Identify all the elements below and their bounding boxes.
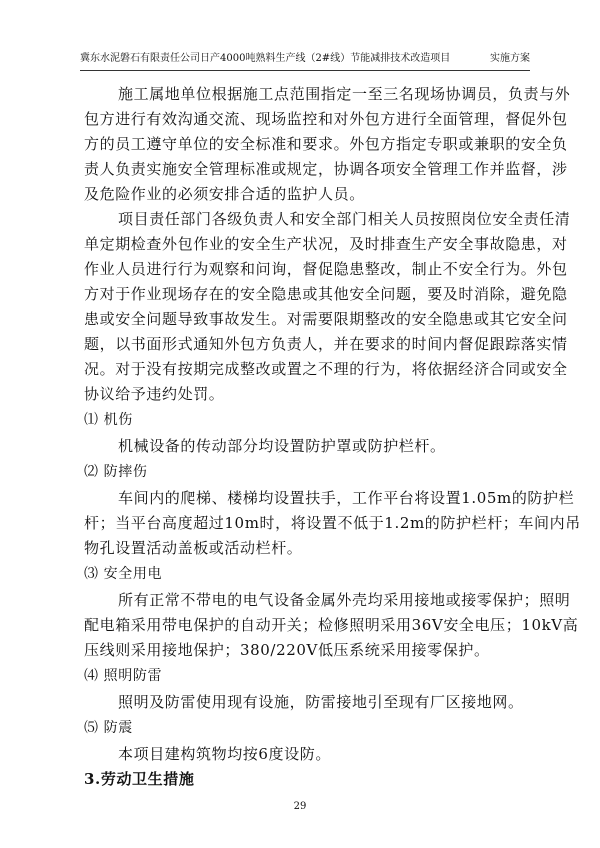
paragraph-line: 配电箱采用带电保护的自动开关；检修照明采用36V安全电压；10kV高 [84,616,579,634]
header-doc-type: 实施方案 [490,53,530,64]
paragraph-line: 压线则采用接地保护；380/220V低压系统采用接零保护。 [84,641,490,659]
subheading-fall-protection: ⑵ 防摔伤 [84,464,148,480]
paragraph-line: 方对于作业现场存在的安全隐患或其他安全问题，要及时消除，避免隐 [84,285,568,303]
subheading-lightning-protection: ⑷ 照明防雷 [84,668,163,684]
subheading-seismic: ⑸ 防震 [84,720,133,736]
paragraph-line: 杆；当平台高度超过10m时，将设置不低于1.2m的防护栏杆；车间内吊 [84,514,581,532]
paragraph-line: 单定期检查外包作业的安全生产状况，及时排查生产安全事故隐患，对 [84,235,568,253]
paragraph-line: 本项目建构筑物均按6度设防。 [118,745,331,763]
header-rule [80,70,530,71]
page-number: 29 [293,801,307,812]
paragraph-line: 机械设备的传动部分均设置防护罩或防护栏杆。 [118,437,446,455]
paragraph-line: 项目责任部门各级负责人和安全部门相关人员按照岗位安全责任清 [118,210,571,228]
paragraph-line: 责人负责实施安全管理标准或规定，协调各项安全管理工作并监督，涉 [84,160,568,178]
paragraph-line: 协议给予违约处罚。 [84,385,225,403]
paragraph-line: 题，以书面形式通知外包方负责人，并在要求的时间内督促跟踪落实情 [84,335,568,353]
paragraph-line: 物孔设置活动盖板或活动栏杆。 [84,539,303,557]
paragraph-line: 车间内的爬梯、楼梯均设置扶手，工作平台将设置1.05m的防护栏 [118,489,575,507]
page-header [80,50,530,68]
subheading-mechanical-injury: ⑴ 机伤 [84,412,133,428]
paragraph-line: 方的员工遵守单位的安全标准和要求。外包方指定专职或兼职的安全负 [84,135,568,153]
paragraph-line: 施工属地单位根据施工点范围指定一至三名现场协调员，负责与外 [118,85,571,103]
paragraph-line: 作业人员进行行为观察和问询，督促隐患整改，制止不安全行为。外包 [84,260,568,278]
paragraph-line: 所有正常不带电的电气设备金属外壳均采用接地或接零保护；照明 [118,591,571,609]
subheading-electrical-safety: ⑶ 安全用电 [84,566,163,582]
paragraph-line: 照明及防雷使用现有设施，防雷接地引至现有厂区接地网。 [118,693,524,711]
paragraph-line: 况。对于没有按期完成整改或置之不理的行为，将依据经济合同或安全 [84,360,568,378]
paragraph-line: 包方进行有效沟通交流、现场监控和对外包方进行全面管理，督促外包 [84,110,568,128]
section-heading-labor-hygiene: 3.劳动卫生措施 [84,770,195,788]
paragraph-line: 患或安全问题导致事故发生。对需要限期整改的安全隐患或其它安全问 [84,310,568,328]
header-project-title: 冀东水泥磐石有限责任公司日产4000吨熟料生产线（2#线）节能减排技术改造项目 [80,53,451,64]
paragraph-line: 及危险作业的必须安排合适的监护人员。 [84,185,365,203]
